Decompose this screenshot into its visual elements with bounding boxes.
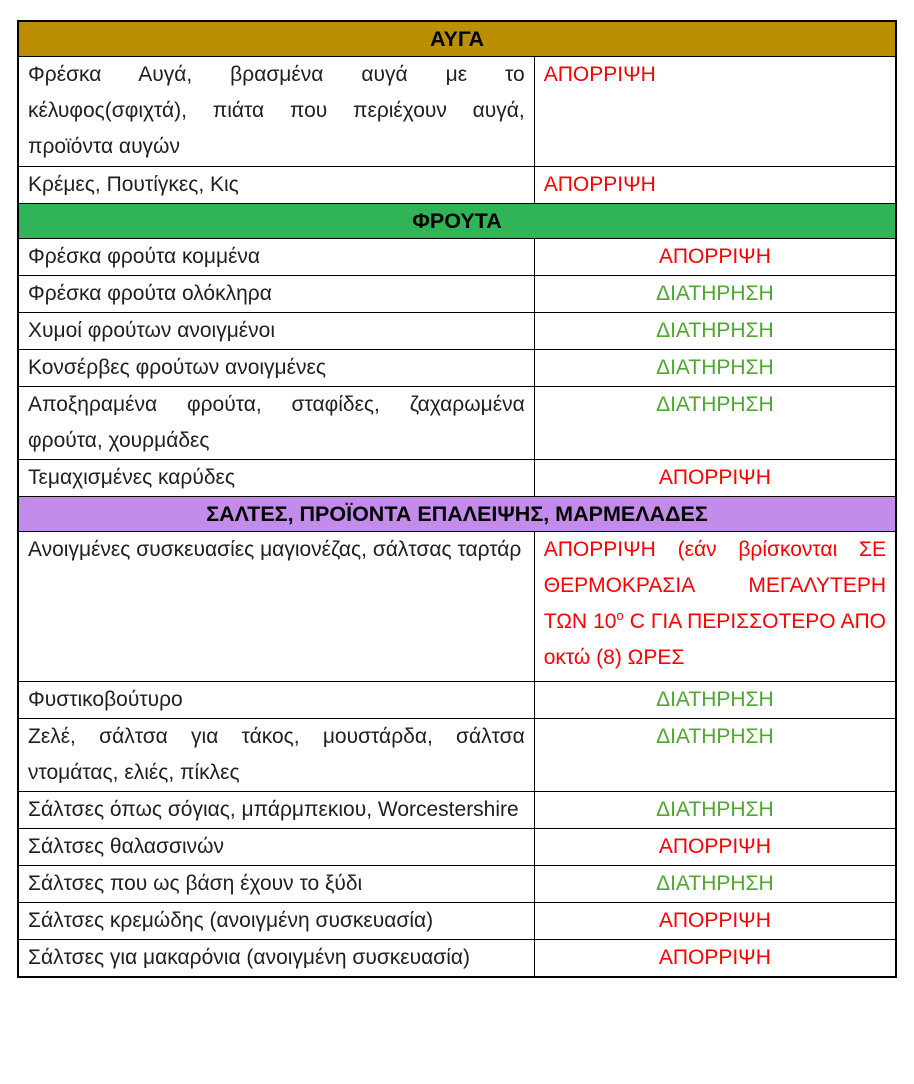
item-cell: Κονσέρβες φρούτων ανοιγμένες xyxy=(18,350,534,387)
status-cell: ΔΙΑΤΗΡΗΣΗ xyxy=(534,792,896,829)
item-cell: Αποξηραμένα φρούτα, σταφίδες, ζαχαρωμένα φρούτα, χουρμάδες xyxy=(18,387,534,460)
degree-superscript: ο xyxy=(616,608,624,623)
item-cell: Σάλτσες θαλασσινών xyxy=(18,829,534,866)
food-retention-table xyxy=(17,20,897,978)
status-cell: ΑΠΟΡΡΙΨΗ xyxy=(534,903,896,940)
table-row xyxy=(18,350,896,387)
item-cell: Φρέσκα φρούτα ολόκληρα xyxy=(18,276,534,313)
status-cell: ΔΙΑΤΗΡΗΣΗ xyxy=(534,387,896,460)
status-cell xyxy=(534,532,896,682)
item-cell: Κρέμες, Πουτίγκες, Κις xyxy=(18,167,534,204)
item-cell: Ζελέ, σάλτσα για τάκος, μουστάρδα, σάλτσα ντομάτας, ελιές, πίκλες xyxy=(18,719,534,792)
table-row xyxy=(18,57,896,167)
status-cell: ΔΙΑΤΗΡΗΣΗ xyxy=(534,350,896,387)
status-cell: ΑΠΟΡΡΙΨΗ xyxy=(534,940,896,978)
item-cell: Σάλτσες για μακαρόνια (ανοιγμένη συσκευασία) xyxy=(18,940,534,978)
item-cell: Σάλτσες που ως βάση έχουν το ξύδι xyxy=(18,866,534,903)
table-row xyxy=(18,239,896,276)
status-cell: ΔΙΑΤΗΡΗΣΗ xyxy=(534,682,896,719)
table-row xyxy=(18,940,896,978)
table-row xyxy=(18,313,896,350)
item-cell: Σάλτσες όπως σόγιας, μπάρμπεκιου, Worcestershire xyxy=(18,792,534,829)
section-header-row-fruits xyxy=(18,204,896,239)
table-row xyxy=(18,167,896,204)
item-cell: Φυστικοβούτυρο xyxy=(18,682,534,719)
status-cell: ΔΙΑΤΗΡΗΣΗ xyxy=(534,719,896,792)
status-text-part1: ΑΠΟΡΡΙΨΗ (εάν βρίσκονται ΣΕ ΘΕΡΜΟΚΡΑΣΙΑ ΜΕΓΑΛΥΤΕΡΗ ΤΩΝ 10 xyxy=(543,538,886,633)
status-cell: ΑΠΟΡΡΙΨΗ xyxy=(534,829,896,866)
table-row xyxy=(18,792,896,829)
table-row xyxy=(18,387,896,460)
section-title-fruits: ΦΡΟΥΤΑ xyxy=(18,204,896,239)
item-cell: Τεμαχισμένες καρύδες xyxy=(18,460,534,497)
table-row xyxy=(18,682,896,719)
section-title-eggs: ΑΥΓΑ xyxy=(18,21,896,57)
section-header-row-eggs xyxy=(18,21,896,57)
status-cell: ΑΠΟΡΡΙΨΗ xyxy=(534,239,896,276)
item-cell: Φρέσκα φρούτα κομμένα xyxy=(18,239,534,276)
item-cell: Φρέσκα Αυγά, βρασμένα αυγά με το κέλυφος(σφιχτά), πιάτα που περιέχουν αυγά, προϊόντα αυγών xyxy=(18,57,534,167)
status-cell: ΑΠΟΡΡΙΨΗ xyxy=(534,460,896,497)
status-cell: ΔΙΑΤΗΡΗΣΗ xyxy=(534,276,896,313)
table-row xyxy=(18,829,896,866)
document-page xyxy=(17,20,897,978)
table-row xyxy=(18,460,896,497)
table-row xyxy=(18,276,896,313)
table-row xyxy=(18,532,896,682)
section-header-row-sauces xyxy=(18,497,896,532)
item-cell: Χυμοί φρούτων ανοιγμένοι xyxy=(18,313,534,350)
status-cell: ΑΠΟΡΡΙΨΗ xyxy=(534,167,896,204)
status-text-part2: C ΓΙΑ ΠΕΡΙΣΣΟΤΕΡΟ ΑΠΟ οκτώ (8) ΩΡΕΣ xyxy=(543,610,886,669)
table-row xyxy=(18,866,896,903)
status-cell: ΑΠΟΡΡΙΨΗ xyxy=(534,57,896,167)
section-title-sauces: ΣΑΛΤΕΣ, ΠΡΟΪΟΝΤΑ ΕΠΑΛΕΙΨΗΣ, ΜΑΡΜΕΛΑΔΕΣ xyxy=(18,497,896,532)
status-cell: ΔΙΑΤΗΡΗΣΗ xyxy=(534,866,896,903)
table-row xyxy=(18,903,896,940)
item-cell: Ανοιγμένες συσκευασίες μαγιονέζας, σάλτσας ταρτάρ xyxy=(18,532,534,682)
item-cell: Σάλτσες κρεμώδης (ανοιγμένη συσκευασία) xyxy=(18,903,534,940)
status-cell: ΔΙΑΤΗΡΗΣΗ xyxy=(534,313,896,350)
table-row xyxy=(18,719,896,792)
